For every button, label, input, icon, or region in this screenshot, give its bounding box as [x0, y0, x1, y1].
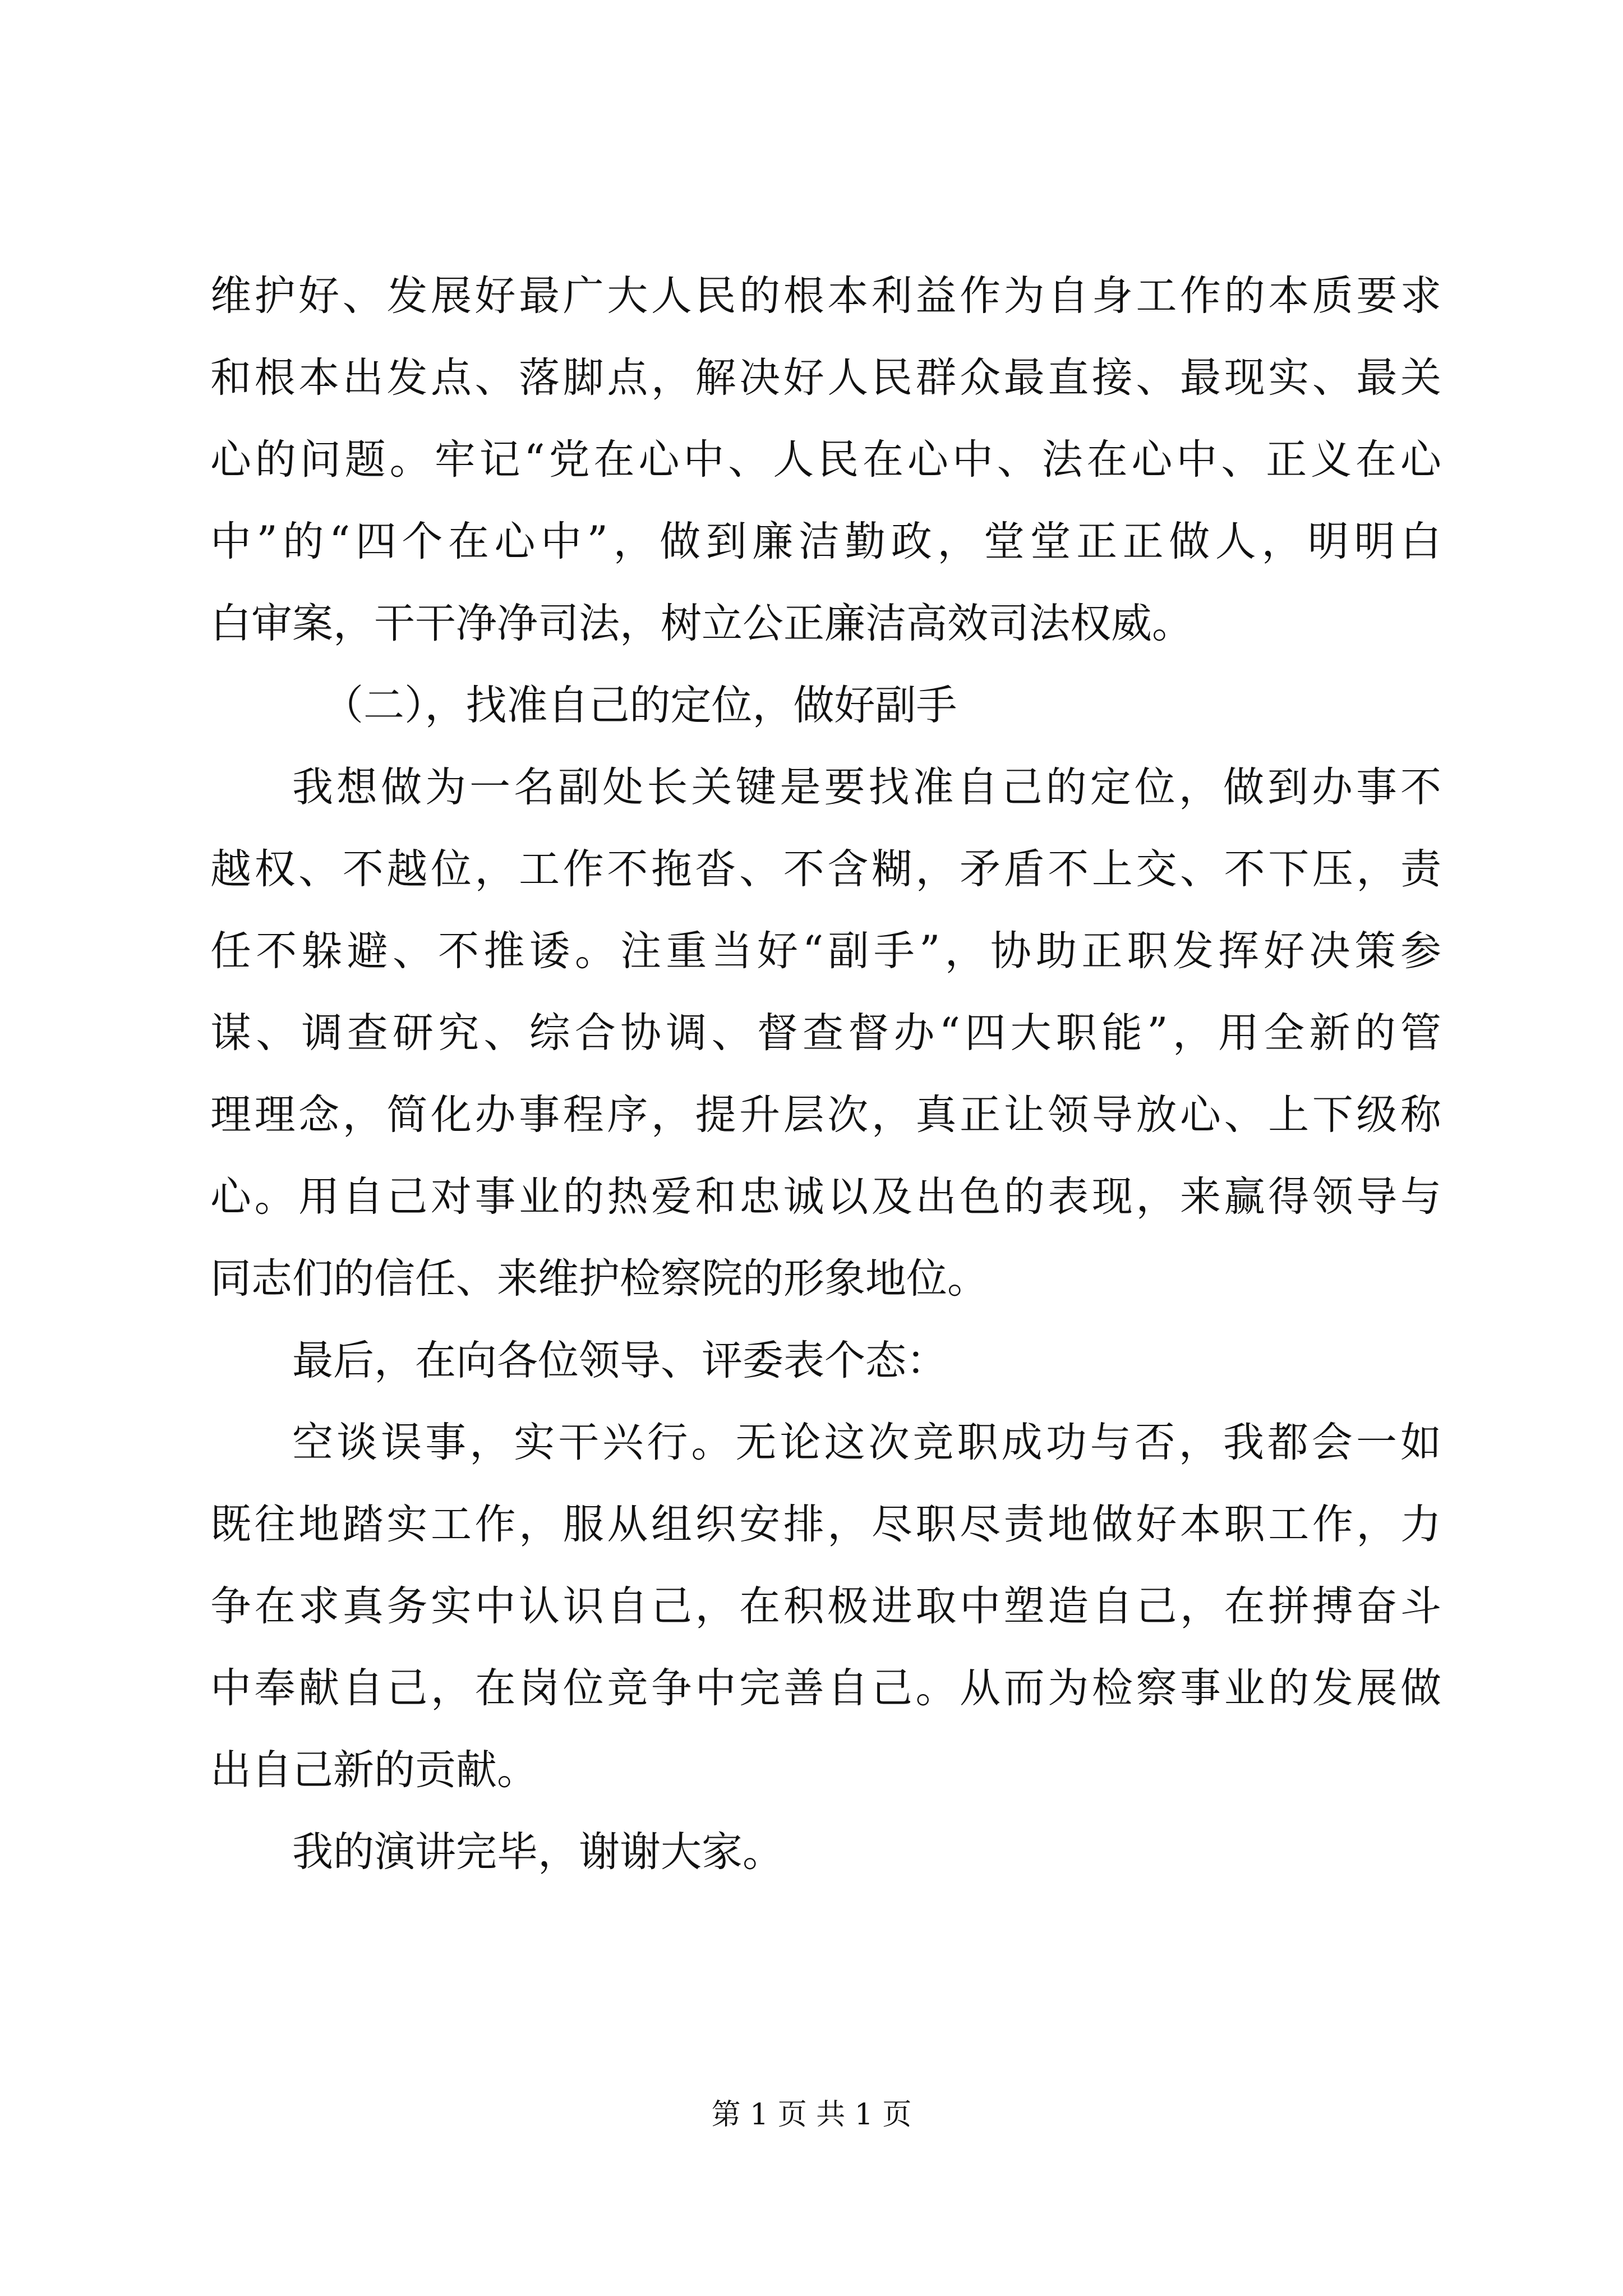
text-line: 中”的“四个在心中”，做到廉洁勤政，堂堂正正做人，明明白 — [210, 518, 1441, 565]
text-line: 任不躲避、不推诿。注重当好“副手”，协助正职发挥好决策参 — [210, 927, 1441, 975]
section-heading: （二），找准自己的定位，做好副手 — [322, 682, 957, 729]
text-line: 我想做为一名副处长关键是要找准自己的定位，做到办事不 — [292, 763, 1441, 811]
text-line: 白审案，干干净净司法，树立公正廉洁高效司法权威。 — [210, 600, 1193, 647]
text-line: 同志们的信任、来维护检察院的形象地位。 — [210, 1255, 988, 1303]
text-line: 心的问题。牢记“党在心中、人民在心中、法在心中、正义在心 — [210, 436, 1441, 484]
text-line: 出自己新的贡献。 — [210, 1746, 538, 1794]
text-line: 理理念，简化办事程序，提升层次，真正让领导放心、上下级称 — [210, 1091, 1441, 1139]
text-line: 心。用自己对事业的热爱和忠诚以及出色的表现，来赢得领导与 — [210, 1173, 1441, 1221]
text-line: 空谈误事，实干兴行。无论这次竞职成功与否，我都会一如 — [292, 1419, 1441, 1466]
text-line: 争在求真务实中认识自己，在积极进取中塑造自己，在拼搏奋斗 — [210, 1582, 1441, 1630]
text-line: 既往地踏实工作，服从组织安排，尽职尽责地做好本职工作，力 — [210, 1501, 1441, 1548]
text-line: 我的演讲完毕，谢谢大家。 — [292, 1828, 783, 1876]
text-line: 越权、不越位，工作不拖沓、不含糊，矛盾不上交、不下压，责 — [210, 845, 1441, 893]
text-line: 和根本出发点、落脚点，解决好人民群众最直接、最现实、最关 — [210, 354, 1441, 402]
page-footer: 第 1 页 共 1 页 — [711, 2098, 912, 2132]
text-line: 最后，在向各位领导、评委表个态： — [292, 1337, 947, 1384]
text-line: 维护好、发展好最广大人民的根本利益作为自身工作的本质要求 — [210, 272, 1441, 320]
document-body — [210, 255, 1441, 1893]
text-line: 谋、调查研究、综合协调、督查督办“四大职能”，用全新的管 — [210, 1009, 1441, 1057]
text-line: 中奉献自己，在岗位竞争中完善自己。从而为检察事业的发展做 — [210, 1664, 1441, 1712]
